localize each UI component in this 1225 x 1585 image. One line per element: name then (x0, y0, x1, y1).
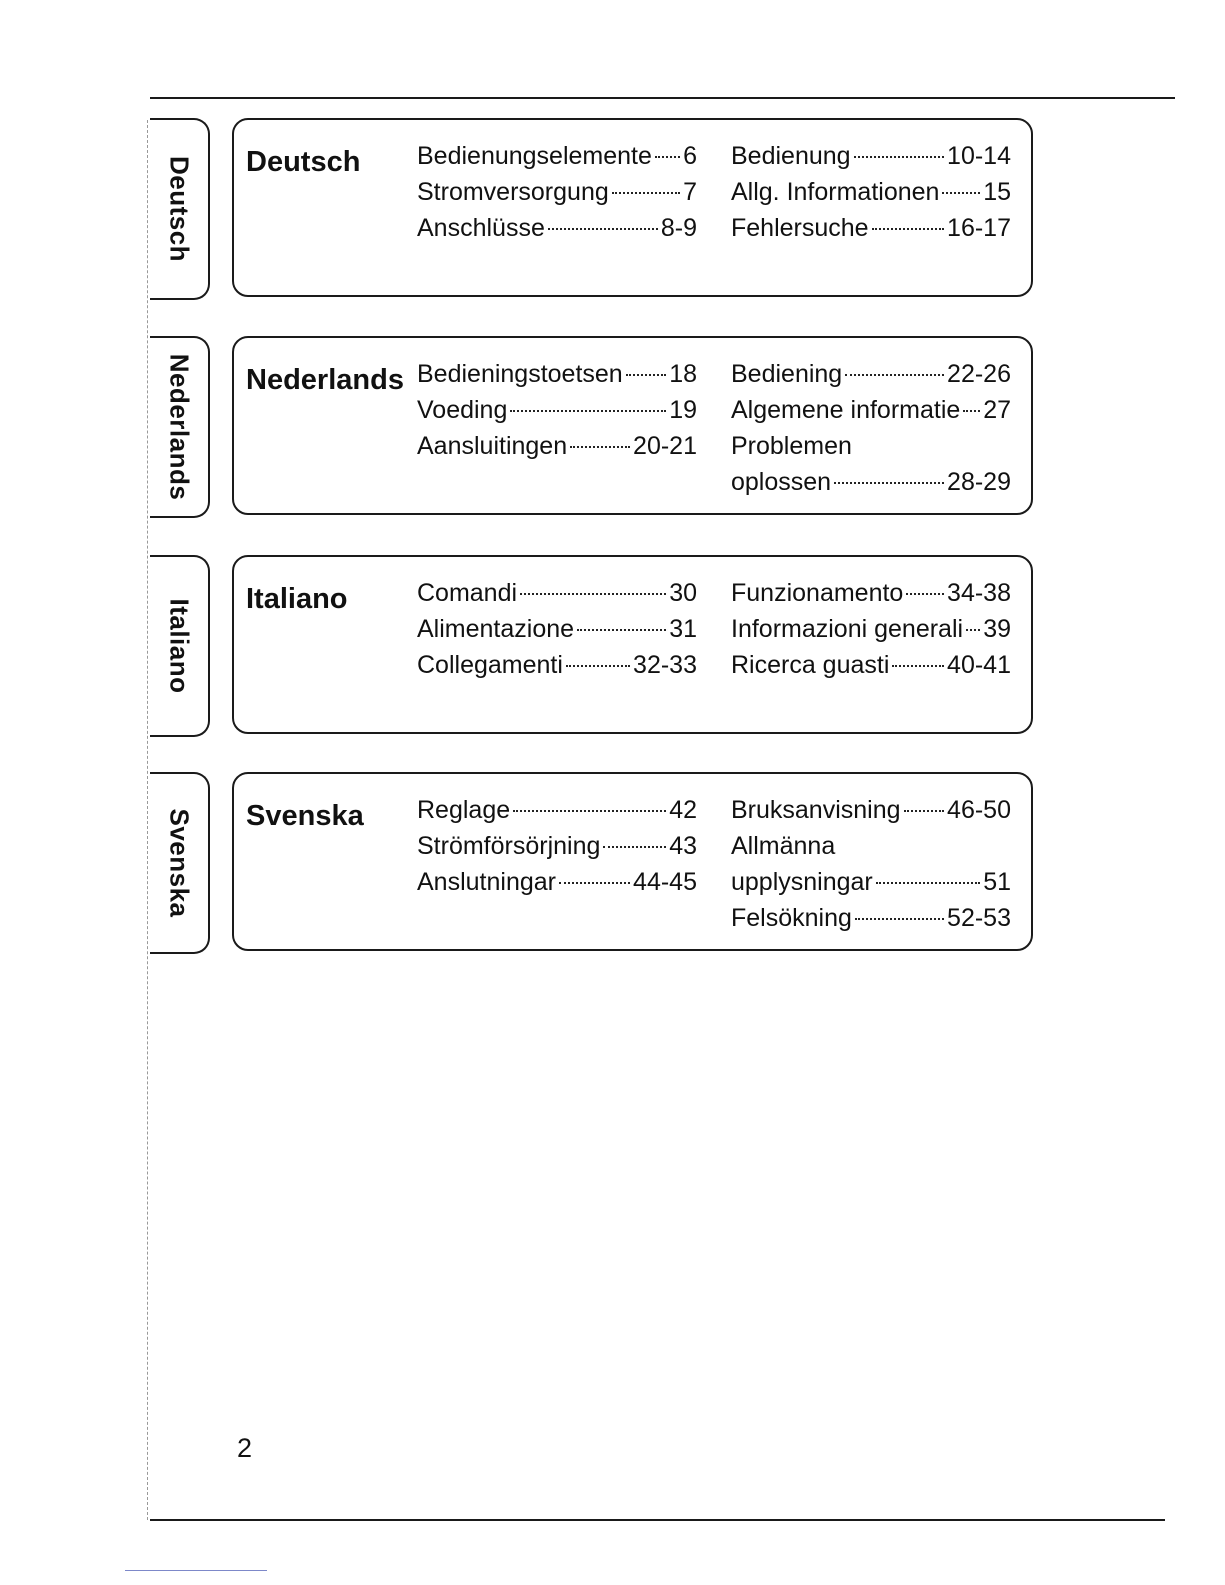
toc-column-right (731, 575, 1011, 683)
toc-column-right (731, 138, 1011, 246)
toc-entry[interactable]: upplysningar 51 (731, 868, 1011, 896)
section-title: Nederlands (246, 364, 404, 396)
top-rule (150, 97, 1175, 99)
toc-column-right (731, 792, 1011, 936)
section-title: Italiano (246, 583, 348, 615)
tab-label: Svenska (164, 808, 195, 918)
toc-box-deutsch (232, 118, 1033, 297)
toc-entry[interactable]: Ricerca guasti 40-41 (731, 651, 1011, 679)
tab-label: Italiano (164, 598, 195, 694)
toc-entry[interactable]: Algemene informatie 27 (731, 396, 1011, 424)
toc-entry[interactable]: Bruksanvisning 46-50 (731, 796, 1011, 824)
toc-column-left (417, 792, 697, 900)
toc-entry[interactable]: Allmänna (731, 832, 836, 860)
tab-label: Deutsch (164, 155, 195, 263)
toc-entry[interactable]: Comandi 30 (417, 579, 697, 607)
toc-entry[interactable]: Informazioni generali 39 (731, 615, 1011, 643)
tab-deutsch[interactable] (150, 118, 210, 300)
tab-svenska[interactable] (150, 772, 210, 954)
toc-entry[interactable]: Aansluitingen 20-21 (417, 432, 697, 460)
section-title: Svenska (246, 800, 364, 832)
toc-box-italiano (232, 555, 1033, 734)
tab-nederlands[interactable] (150, 336, 210, 518)
toc-column-left (417, 356, 697, 464)
toc-entry[interactable]: Bediening 22-26 (731, 360, 1011, 388)
toc-entry[interactable]: Anschlüsse 8-9 (417, 214, 697, 242)
toc-entry[interactable]: Allg. Informationen 15 (731, 178, 1011, 206)
toc-entry[interactable]: Problemen (731, 432, 852, 460)
margin-guide (147, 120, 149, 1520)
toc-entry[interactable]: Funzionamento 34-38 (731, 579, 1011, 607)
toc-entry[interactable]: Voeding 19 (417, 396, 697, 424)
toc-entry[interactable]: Strömförsörjning 43 (417, 832, 697, 860)
page-number: 2 (237, 1433, 253, 1463)
footer-link-underline (125, 1570, 267, 1571)
toc-entry[interactable]: oplossen 28-29 (731, 468, 1011, 496)
toc-entry[interactable]: Reglage 42 (417, 796, 697, 824)
toc-entry[interactable]: Alimentazione 31 (417, 615, 697, 643)
toc-column-left (417, 138, 697, 246)
toc-entry[interactable]: Felsökning 52-53 (731, 904, 1011, 932)
toc-entry[interactable]: Bedienungselemente 6 (417, 142, 697, 170)
toc-entry[interactable]: Anslutningar 44-45 (417, 868, 697, 896)
tab-italiano[interactable] (150, 555, 210, 737)
toc-column-right (731, 356, 1011, 500)
toc-entry[interactable]: Bedieningstoetsen 18 (417, 360, 697, 388)
tab-label: Nederlands (164, 353, 195, 501)
toc-box-svenska (232, 772, 1033, 951)
toc-entry[interactable]: Stromversorgung 7 (417, 178, 697, 206)
bottom-rule (150, 1519, 1165, 1521)
toc-entry[interactable]: Fehlersuche 16-17 (731, 214, 1011, 242)
toc-column-left (417, 575, 697, 683)
toc-box-nederlands (232, 336, 1033, 515)
toc-entry[interactable]: Collegamenti 32-33 (417, 651, 697, 679)
section-title: Deutsch (246, 146, 361, 178)
toc-entry[interactable]: Bedienung 10-14 (731, 142, 1011, 170)
